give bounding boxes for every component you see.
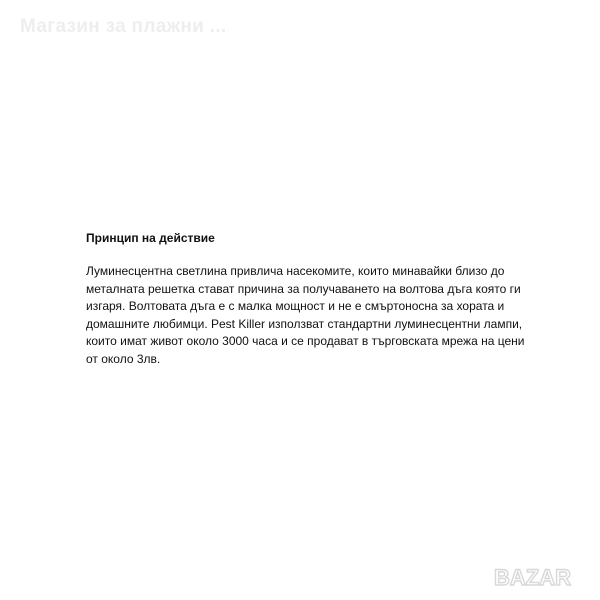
svg-text:BAZAR: BAZAR	[494, 565, 571, 590]
site-title-watermark: Магазин за плажни ...	[20, 16, 227, 37]
paragraph-line: които имат живот около 3000 часа и се продават в търговската мрежа на цени	[86, 334, 525, 348]
bazar-logo-watermark	[492, 564, 592, 590]
bazar-logo-icon	[492, 564, 592, 590]
paragraph-line: металната решетка стават причина за получаването на волтова дъга която ги	[86, 281, 521, 296]
article	[86, 230, 526, 368]
paragraph-line: домашните любимци. Pest Killer използват стандартни луминесцентни лампи,	[86, 316, 523, 331]
article-heading: Принцип на действие	[86, 231, 215, 245]
paragraph-line: Луминесцентна светлина привлича насекомите, които минавайки близо до	[86, 264, 505, 278]
paragraph-line: от около 3лв.	[86, 351, 161, 366]
paragraph-line: изгаря. Волтовата дъга е с малка мощност и не е смъртоносна за хората и	[86, 299, 505, 313]
article-paragraph	[86, 263, 526, 368]
